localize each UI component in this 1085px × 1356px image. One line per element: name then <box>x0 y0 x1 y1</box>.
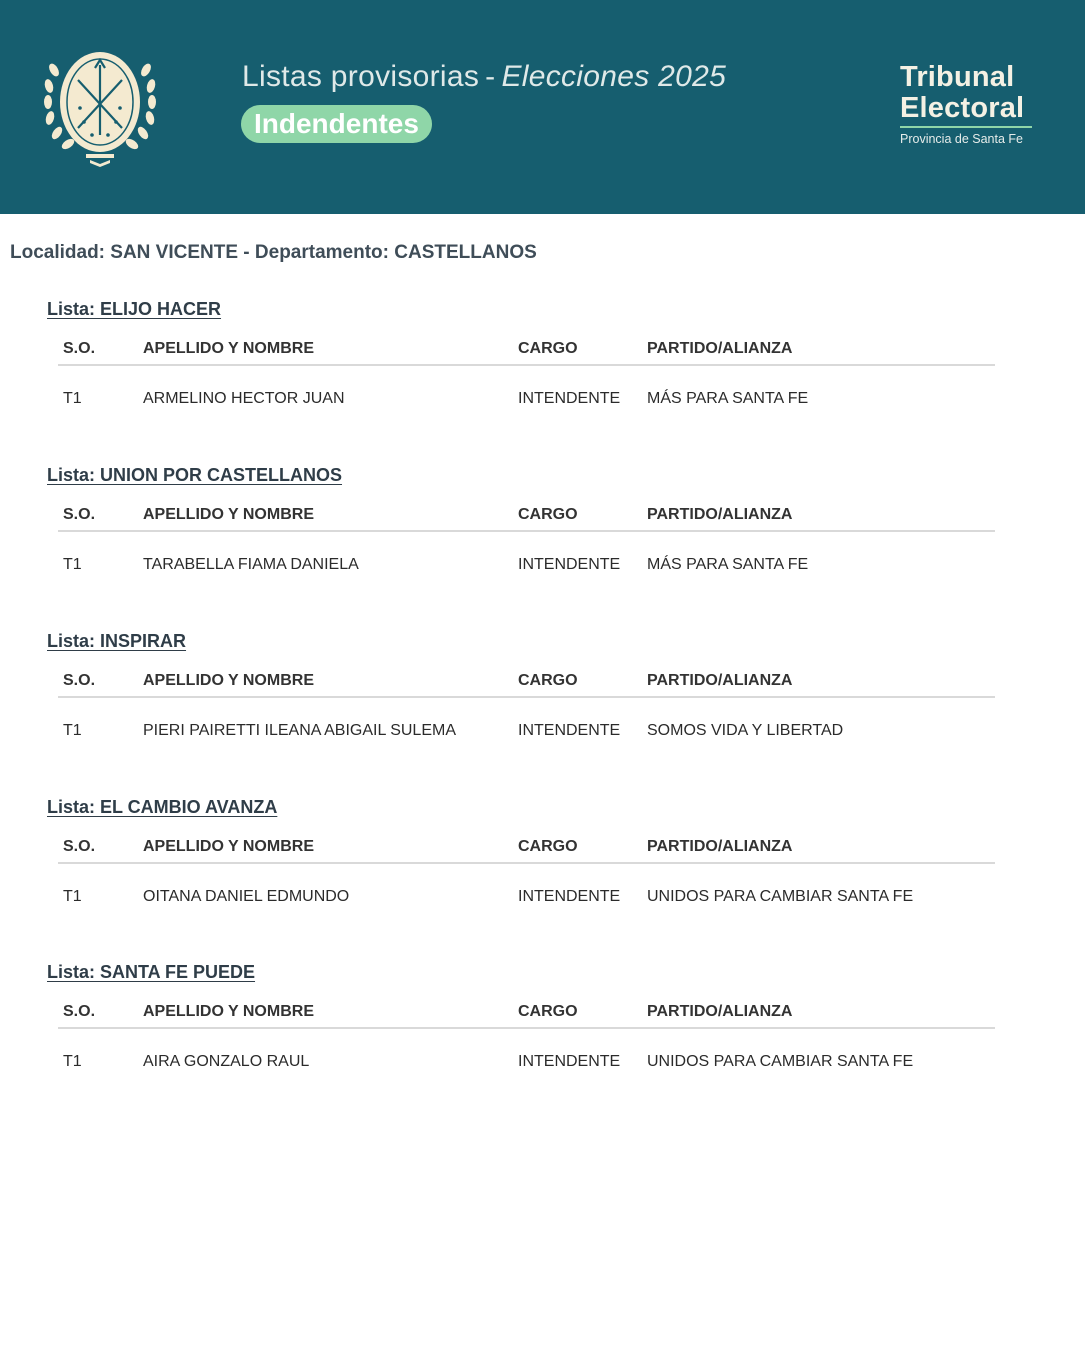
table-header <box>47 838 997 862</box>
cell-cargo: INTENDENTE <box>518 390 621 407</box>
col-name: APELLIDO Y NOMBRE <box>143 506 314 523</box>
col-cargo: CARGO <box>518 506 578 523</box>
category-badge: Indendentes <box>241 105 432 143</box>
cell-party: UNIDOS PARA CAMBIAR SANTA FE <box>647 888 914 905</box>
cell-cargo: INTENDENTE <box>518 888 621 905</box>
cell-party: UNIDOS PARA CAMBIAR SANTA FE <box>647 1053 914 1070</box>
cell-cargo: INTENDENTE <box>518 556 621 573</box>
table-row <box>47 390 997 414</box>
cell-cargo: INTENDENTE <box>518 1053 621 1070</box>
header-divider <box>58 364 995 366</box>
cell-so: T1 <box>63 390 82 407</box>
lista-title: Lista: INSPIRAR <box>47 631 187 651</box>
lista-section <box>47 631 997 746</box>
lista-section <box>47 465 997 580</box>
lista-title: Lista: ELIJO HACER <box>47 299 222 319</box>
brand-subtitle: Provincia de Santa Fe <box>900 132 1023 146</box>
col-name: APELLIDO Y NOMBRE <box>143 672 314 689</box>
brand-line-2: Electoral <box>900 92 1025 124</box>
table-header <box>47 340 997 364</box>
table-row <box>47 1053 997 1077</box>
col-party: PARTIDO/ALIANZA <box>647 1003 793 1020</box>
tribunal-electoral-logo <box>900 62 1040 146</box>
header-divider <box>58 530 995 532</box>
santa-fe-seal-icon <box>40 40 160 170</box>
brand-divider <box>900 126 1032 128</box>
cell-so: T1 <box>63 556 82 573</box>
title-separator: - <box>485 60 496 93</box>
lista-title: Lista: EL CAMBIO AVANZA <box>47 797 278 817</box>
col-cargo: CARGO <box>518 340 578 357</box>
lista-section <box>47 797 997 912</box>
col-party: PARTIDO/ALIANZA <box>647 672 793 689</box>
lista-section <box>47 962 997 1077</box>
cell-so: T1 <box>63 1053 82 1070</box>
cell-party: SOMOS VIDA Y LIBERTAD <box>647 722 844 739</box>
brand-line-1: Tribunal <box>900 61 1015 93</box>
table-row <box>47 722 997 746</box>
title-suffix: Elecciones 2025 <box>501 60 727 93</box>
col-so: S.O. <box>63 506 96 523</box>
cell-name: ARMELINO HECTOR JUAN <box>143 390 345 407</box>
col-party: PARTIDO/ALIANZA <box>647 340 793 357</box>
lista-title: Lista: UNION POR CASTELLANOS <box>47 465 343 485</box>
col-name: APELLIDO Y NOMBRE <box>143 340 314 357</box>
title-prefix: Listas provisorias <box>242 60 480 93</box>
table-row <box>47 888 997 912</box>
col-cargo: CARGO <box>518 838 578 855</box>
table-row <box>47 556 997 580</box>
cell-party: MÁS PARA SANTA FE <box>647 556 809 573</box>
col-so: S.O. <box>63 1003 96 1020</box>
col-so: S.O. <box>63 340 96 357</box>
document-title <box>242 60 726 94</box>
header-divider <box>58 862 995 864</box>
col-so: S.O. <box>63 672 96 689</box>
col-party: PARTIDO/ALIANZA <box>647 838 793 855</box>
page-header <box>0 0 1085 214</box>
cell-so: T1 <box>63 888 82 905</box>
cell-so: T1 <box>63 722 82 739</box>
header-divider <box>58 1027 995 1029</box>
lista-title: Lista: SANTA FE PUEDE <box>47 962 256 982</box>
col-cargo: CARGO <box>518 672 578 689</box>
lista-section <box>47 299 997 414</box>
table-header <box>47 506 997 530</box>
table-header <box>47 1003 997 1027</box>
cell-party: MÁS PARA SANTA FE <box>647 390 809 407</box>
col-name: APELLIDO Y NOMBRE <box>143 838 314 855</box>
col-cargo: CARGO <box>518 1003 578 1020</box>
table-header <box>47 672 997 696</box>
col-so: S.O. <box>63 838 96 855</box>
col-party: PARTIDO/ALIANZA <box>647 506 793 523</box>
locality-heading: Localidad: SAN VICENTE - Departamento: CASTELLANOS <box>10 242 537 263</box>
cell-cargo: INTENDENTE <box>518 722 621 739</box>
cell-name: OITANA DANIEL EDMUNDO <box>143 888 350 905</box>
col-name: APELLIDO Y NOMBRE <box>143 1003 314 1020</box>
cell-name: PIERI PAIRETTI ILEANA ABIGAIL SULEMA <box>143 722 456 739</box>
cell-name: AIRA GONZALO RAUL <box>143 1053 310 1070</box>
header-divider <box>58 696 995 698</box>
cell-name: TARABELLA FIAMA DANIELA <box>143 556 359 573</box>
